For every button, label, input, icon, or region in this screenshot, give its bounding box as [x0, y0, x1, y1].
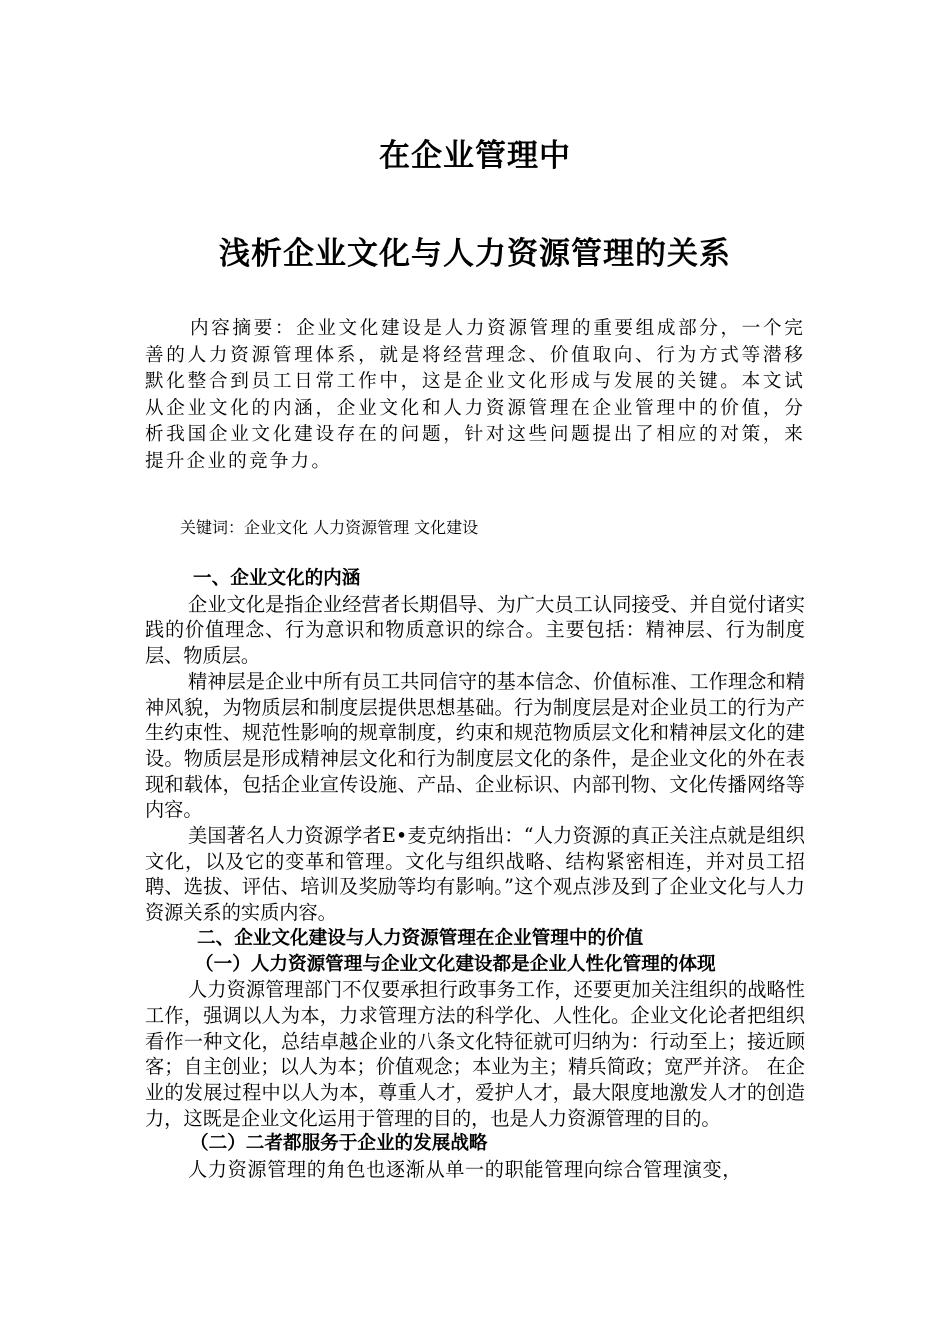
body-text: [145, 566, 805, 1183]
title-line-1: 在企业管理中: [379, 138, 571, 174]
subsection-2-paragraph: 人力资源管理的角色也逐渐从单一的职能管理向综合管理演变，: [188, 1158, 743, 1182]
section-1-paragraph-1: 企业文化是指企业经营者长期倡导、为广大员工认同接受、并自觉付诸实践的价值理念、行为意识和物质意识的综合。主要包括：精神层、行为制度层、物质层。: [145, 592, 805, 668]
section-2-heading: 二、企业文化建设与人力资源管理在企业管理中的价值: [197, 927, 644, 949]
title-line-2: 浅析企业文化与人力资源管理的关系: [219, 236, 731, 272]
section-1-heading: 一、企业文化的内涵: [193, 568, 361, 589]
subsection-2-heading: （二）二者都服务于企业的发展战略: [190, 1133, 488, 1155]
section-1-paragraph-3: 美国著名人力资源学者E•麦克纳指出：“人力资源的真正关注点就是组织文化，以及它的变革和管理。文化与组织战略、结构紧密相连，并对员工招聘、选拔、评估、培训及奖励等均有影响。”这个观点涉及到了企业文化与人力资源关系的实质内容。: [145, 824, 805, 925]
abstract-paragraph: 内容摘要：企业文化建设是人力资源管理的重要组成部分，一个完善的人力资源管理体系，就是将经营理念、价值取向、行为方式等潜移默化整合到员工日常工作中，这是企业文化形成与发展的关键。本文试从企业文化的内涵，企业文化和人力资源管理在企业管理中的价值，分析我国企业文化建设存在的问题，针对这些问题提出了相应的对策，来提升企业的竞争力。: [145, 318, 805, 472]
subsection-1-heading: （一）人力资源管理与企业文化建设都是企业人性化管理的体现: [195, 953, 716, 975]
subsection-1-paragraph: 人力资源管理部门不仅要承担行政事务工作，还要更加关注组织的战略性工作，强调以人为本，力求管理方法的科学化、人性化。企业文化论者把组织看作一种文化，总结卓越企业的八条文化特征就可归纳为：行动至上；接近顾客；自主创业；以人为本；价值观念；本业为主；精兵简政；宽严并济。 在企业的发展过程中以人为本，尊重人才，爱护人才，最大限度地激发人才的创造力，这既是企业文化运用于管理的目的，也是人力资源管理的目的。: [145, 978, 805, 1130]
section-1-paragraph-2: 精神层是企业中所有员工共同信守的基本信念、价值标准、工作理念和精神风貌，为物质层和制度层提供思想基础。行为制度层是对企业员工的行为产生约束性、规范性影响的规章制度，约束和规范物质层文化和精神层文化的建设。物质层是形成精神层文化和行为制度层文化的条件，是企业文化的外在表现和载体，包括企业宣传设施、产品、企业标识、内部刊物、文化传播网络等内容。: [145, 669, 805, 822]
keywords-line: 关键词：企业文化 人力资源管理 文化建设: [180, 518, 479, 537]
